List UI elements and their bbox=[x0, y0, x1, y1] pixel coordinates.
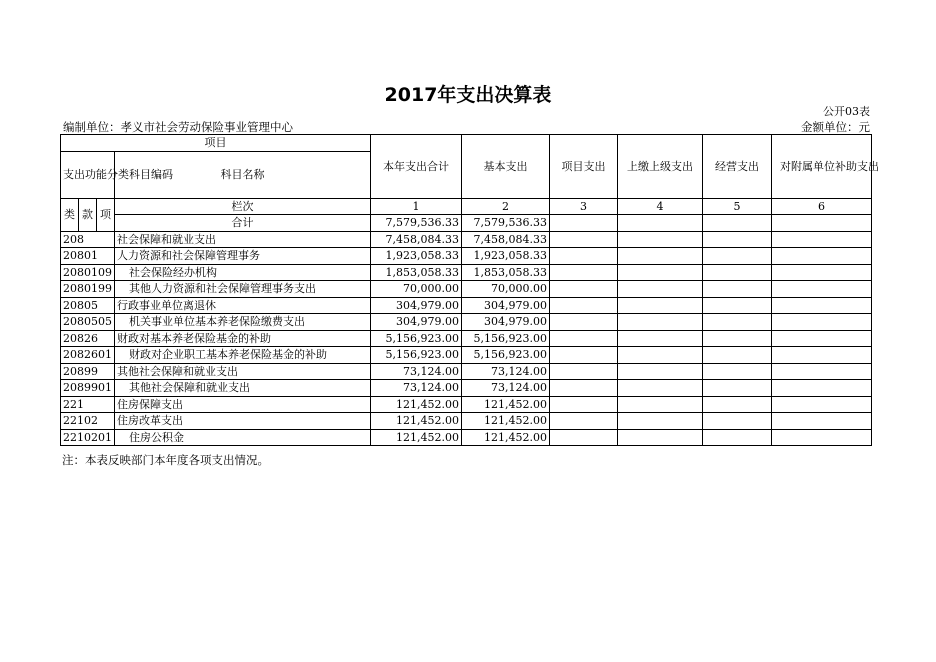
row-project bbox=[550, 314, 618, 331]
col-num-5: 5 bbox=[703, 198, 772, 215]
row-project bbox=[550, 264, 618, 281]
expenditure-table bbox=[60, 134, 879, 446]
table-row bbox=[61, 231, 872, 248]
row-upper bbox=[618, 347, 703, 364]
row-subsidy bbox=[772, 264, 872, 281]
row-business bbox=[703, 248, 772, 265]
row-total: 1,923,058.33 bbox=[371, 248, 462, 265]
row-basic: 121,452.00 bbox=[462, 396, 550, 413]
row-basic: 304,979.00 bbox=[462, 314, 550, 331]
row-business bbox=[703, 429, 772, 446]
row-project bbox=[550, 297, 618, 314]
table-row bbox=[61, 281, 872, 298]
header-subject-name: 科目名称 bbox=[115, 151, 371, 198]
row-code: 20826 bbox=[61, 330, 115, 347]
total-basic: 7,579,536.33 bbox=[462, 215, 550, 232]
row-subject-name: 社会保障和就业支出 bbox=[115, 231, 371, 248]
row-code: 22102 bbox=[61, 413, 115, 430]
row-business bbox=[703, 231, 772, 248]
row-project bbox=[550, 413, 618, 430]
header-total: 本年支出合计 bbox=[371, 135, 462, 199]
header-item: 项目 bbox=[61, 135, 371, 152]
row-code: 2082601 bbox=[61, 347, 115, 364]
header-column-no: 栏次 bbox=[115, 198, 371, 215]
row-total: 304,979.00 bbox=[371, 297, 462, 314]
row-subsidy bbox=[772, 413, 872, 430]
row-basic: 121,452.00 bbox=[462, 413, 550, 430]
row-basic: 5,156,923.00 bbox=[462, 330, 550, 347]
row-business bbox=[703, 264, 772, 281]
total-label: 合计 bbox=[115, 215, 371, 232]
row-total: 304,979.00 bbox=[371, 314, 462, 331]
row-subject-name: 其他人力资源和社会保障管理事务支出 bbox=[115, 281, 371, 298]
row-subject-name: 住房保障支出 bbox=[115, 396, 371, 413]
row-subject-name: 社会保险经办机构 bbox=[115, 264, 371, 281]
table-row bbox=[61, 363, 872, 380]
row-code: 221 bbox=[61, 396, 115, 413]
table-row bbox=[61, 248, 872, 265]
header-subsidy: 对附属单位补助支出 bbox=[772, 135, 872, 199]
row-upper bbox=[618, 314, 703, 331]
header-func-code: 支出功能分类科目编码 bbox=[61, 151, 115, 198]
row-business bbox=[703, 363, 772, 380]
row-basic: 5,156,923.00 bbox=[462, 347, 550, 364]
row-subsidy bbox=[772, 429, 872, 446]
row-subject-name: 财政对基本养老保险基金的补助 bbox=[115, 330, 371, 347]
total-amount: 7,579,536.33 bbox=[371, 215, 462, 232]
form-number: 公开03表 bbox=[823, 105, 870, 118]
col-num-2: 2 bbox=[462, 198, 550, 215]
row-subsidy bbox=[772, 380, 872, 397]
row-business bbox=[703, 297, 772, 314]
header-project: 项目支出 bbox=[550, 135, 618, 199]
row-business bbox=[703, 413, 772, 430]
row-subsidy bbox=[772, 248, 872, 265]
header-kuan: 款 bbox=[79, 198, 97, 231]
row-subject-name: 住房改革支出 bbox=[115, 413, 371, 430]
row-subject-name: 财政对企业职工基本养老保险基金的补助 bbox=[115, 347, 371, 364]
row-basic: 304,979.00 bbox=[462, 297, 550, 314]
row-upper bbox=[618, 231, 703, 248]
row-code: 2080109 bbox=[61, 264, 115, 281]
header-business: 经营支出 bbox=[703, 135, 772, 199]
row-code: 20801 bbox=[61, 248, 115, 265]
row-upper bbox=[618, 330, 703, 347]
row-subsidy bbox=[772, 297, 872, 314]
row-subject-name: 住房公积金 bbox=[115, 429, 371, 446]
col-num-3: 3 bbox=[550, 198, 618, 215]
header-upper: 上缴上级支出 bbox=[618, 135, 703, 199]
row-business bbox=[703, 380, 772, 397]
row-subject-name: 机关事业单位基本养老保险缴费支出 bbox=[115, 314, 371, 331]
row-project bbox=[550, 363, 618, 380]
row-subsidy bbox=[772, 281, 872, 298]
row-total: 121,452.00 bbox=[371, 429, 462, 446]
row-upper bbox=[618, 281, 703, 298]
col-num-1: 1 bbox=[371, 198, 462, 215]
row-total: 7,458,084.33 bbox=[371, 231, 462, 248]
row-subsidy bbox=[772, 347, 872, 364]
header-row-4 bbox=[61, 198, 872, 215]
row-total: 73,124.00 bbox=[371, 380, 462, 397]
row-basic: 7,458,084.33 bbox=[462, 231, 550, 248]
total-row bbox=[61, 215, 872, 232]
row-subsidy bbox=[772, 330, 872, 347]
row-business bbox=[703, 330, 772, 347]
row-upper bbox=[618, 380, 703, 397]
row-business bbox=[703, 347, 772, 364]
row-upper bbox=[618, 413, 703, 430]
table-row bbox=[61, 330, 872, 347]
row-total: 121,452.00 bbox=[371, 413, 462, 430]
header-row-1 bbox=[61, 135, 872, 152]
row-business bbox=[703, 396, 772, 413]
page-title: 2017年支出决算表 bbox=[384, 84, 552, 106]
row-total: 73,124.00 bbox=[371, 363, 462, 380]
row-subject-name: 其他社会保障和就业支出 bbox=[115, 380, 371, 397]
row-total: 121,452.00 bbox=[371, 396, 462, 413]
row-project bbox=[550, 281, 618, 298]
row-code: 2080199 bbox=[61, 281, 115, 298]
row-upper bbox=[618, 248, 703, 265]
row-project bbox=[550, 231, 618, 248]
col-num-4: 4 bbox=[618, 198, 703, 215]
header-xiang: 项 bbox=[97, 198, 115, 231]
table-row bbox=[61, 380, 872, 397]
row-project bbox=[550, 248, 618, 265]
row-business bbox=[703, 314, 772, 331]
row-upper bbox=[618, 264, 703, 281]
row-subsidy bbox=[772, 231, 872, 248]
table-row bbox=[61, 429, 872, 446]
row-total: 70,000.00 bbox=[371, 281, 462, 298]
row-code: 2210201 bbox=[61, 429, 115, 446]
table-row bbox=[61, 347, 872, 364]
row-code: 20899 bbox=[61, 363, 115, 380]
row-subsidy bbox=[772, 363, 872, 380]
row-upper bbox=[618, 396, 703, 413]
row-basic: 73,124.00 bbox=[462, 363, 550, 380]
row-project bbox=[550, 396, 618, 413]
row-total: 5,156,923.00 bbox=[371, 330, 462, 347]
row-code: 2089901 bbox=[61, 380, 115, 397]
row-project bbox=[550, 380, 618, 397]
row-total: 5,156,923.00 bbox=[371, 347, 462, 364]
col-num-6: 6 bbox=[772, 198, 872, 215]
table-row bbox=[61, 314, 872, 331]
row-basic: 73,124.00 bbox=[462, 380, 550, 397]
row-basic: 1,923,058.33 bbox=[462, 248, 550, 265]
row-basic: 1,853,058.33 bbox=[462, 264, 550, 281]
row-basic: 121,452.00 bbox=[462, 429, 550, 446]
table-row bbox=[61, 264, 872, 281]
row-upper bbox=[618, 429, 703, 446]
header-lei: 类 bbox=[61, 198, 79, 231]
compiling-unit: 编制单位：孝义市社会劳动保险事业管理中心 bbox=[63, 120, 293, 134]
table-note: 注：本表反映部门本年度各项支出情况。 bbox=[62, 453, 269, 467]
row-upper bbox=[618, 297, 703, 314]
row-code: 20805 bbox=[61, 297, 115, 314]
table-row bbox=[61, 297, 872, 314]
row-code: 2080505 bbox=[61, 314, 115, 331]
amount-unit: 金额单位：元 bbox=[801, 120, 870, 134]
row-subject-name: 其他社会保障和就业支出 bbox=[115, 363, 371, 380]
table-row bbox=[61, 413, 872, 430]
row-subject-name: 人力资源和社会保障管理事务 bbox=[115, 248, 371, 265]
row-project bbox=[550, 347, 618, 364]
row-business bbox=[703, 281, 772, 298]
row-total: 1,853,058.33 bbox=[371, 264, 462, 281]
row-subject-name: 行政事业单位离退休 bbox=[115, 297, 371, 314]
row-basic: 70,000.00 bbox=[462, 281, 550, 298]
header-basic: 基本支出 bbox=[462, 135, 550, 199]
row-subsidy bbox=[772, 396, 872, 413]
row-project bbox=[550, 330, 618, 347]
row-code: 208 bbox=[61, 231, 115, 248]
row-upper bbox=[618, 363, 703, 380]
row-project bbox=[550, 429, 618, 446]
row-subsidy bbox=[772, 314, 872, 331]
table-row bbox=[61, 396, 872, 413]
